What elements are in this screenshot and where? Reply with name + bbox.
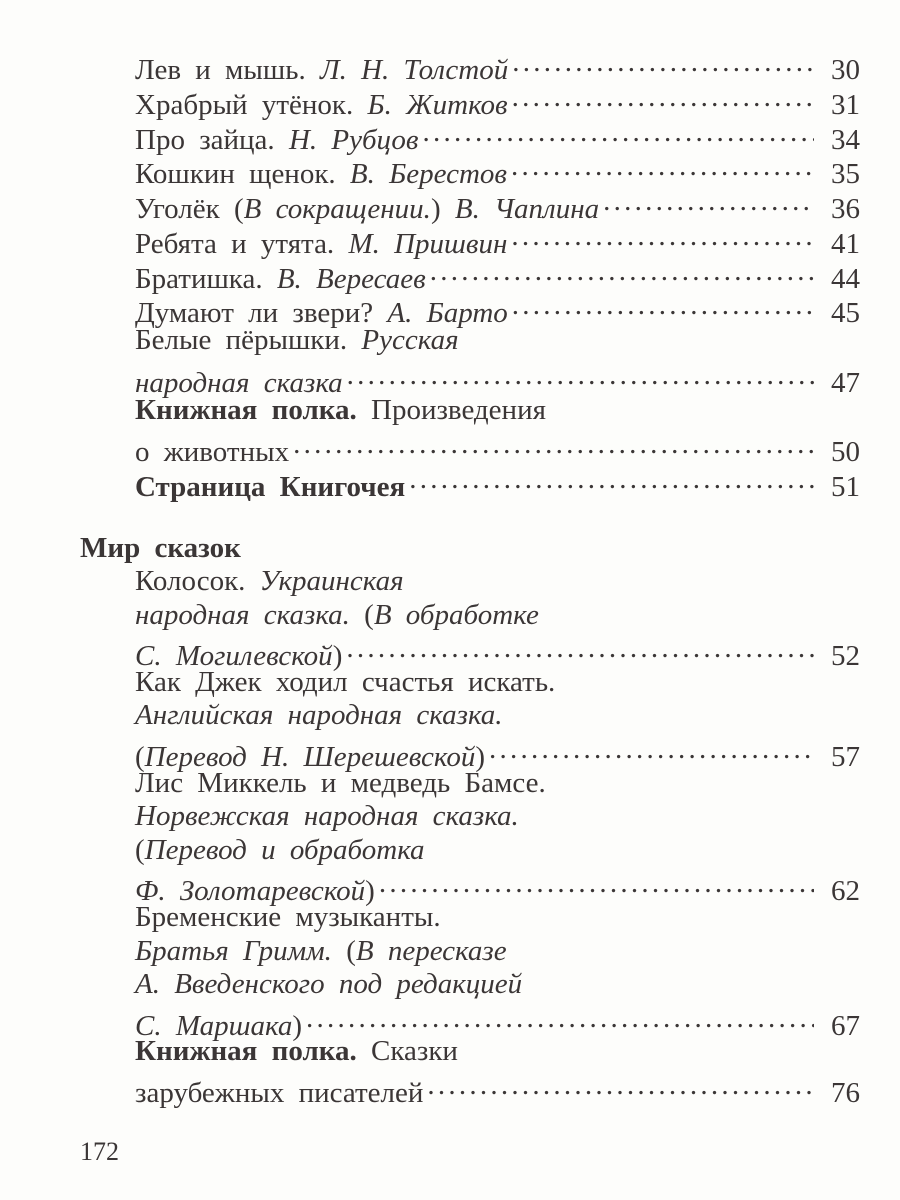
toc-entry-line (135, 967, 860, 1001)
entry-author: Перевод Н. Шерешевской (144, 741, 476, 773)
entry-title: о животных (135, 436, 290, 469)
entry-heading: Книжная полка. (135, 1035, 371, 1068)
toc-entry-line (135, 631, 860, 673)
dot-leader (409, 462, 814, 496)
toc-entry-line (135, 866, 860, 908)
toc-entry-line (135, 115, 860, 156)
entry-page-number: 45 (831, 297, 860, 330)
entry-title: Храбрый утёнок. (135, 88, 368, 121)
entry-page-number: 35 (831, 158, 860, 191)
entry-author: В. Берестов (349, 158, 508, 191)
entry-page-number: 67 (831, 1009, 860, 1042)
entry-page-number: 51 (831, 471, 860, 503)
dot-leader (512, 80, 814, 114)
entry-author: Братья Гримм. (135, 934, 347, 967)
toc-entry-line (135, 149, 860, 191)
entry-author: Перевод и обработка (144, 833, 425, 866)
entry-page-number: 52 (831, 640, 860, 673)
dot-leader (512, 45, 814, 79)
toc-entry-line (135, 1068, 860, 1109)
dot-leader (512, 288, 814, 322)
entry-author: В пересказе (355, 934, 507, 967)
entry-author: В обработке (373, 598, 539, 631)
dot-leader (430, 254, 814, 288)
toc-entry-line (135, 288, 860, 330)
dot-leader (511, 149, 814, 183)
toc-entry-line (135, 732, 860, 773)
toc-entry-line (135, 80, 860, 121)
dot-leader (306, 1001, 814, 1035)
entry-page-number: 41 (831, 227, 860, 260)
entry-title: Произведения (371, 393, 546, 426)
entry-title: Братишка. (135, 262, 277, 295)
section-title: Мир сказок (80, 532, 241, 564)
entry-title: ) (430, 193, 455, 225)
entry-title: зарубежных писателей (135, 1077, 424, 1109)
dot-leader (603, 184, 814, 218)
entry-author: Украинская (259, 565, 404, 597)
entry-heading: Страница Книгочея (135, 471, 406, 503)
entry-title: ( (135, 741, 145, 773)
toc-entry-line (135, 766, 860, 800)
toc-entry-line (135, 665, 860, 699)
toc-entry-line (135, 833, 860, 867)
dot-leader (489, 732, 814, 766)
entry-author: Английская народная сказка. (135, 699, 503, 732)
entry-author: Норвежская народная сказка. (135, 800, 519, 833)
entry-author: Л. Н. Толстой (319, 54, 509, 86)
entry-title: ) (332, 640, 343, 673)
entry-title: Лев и мышь. (135, 54, 320, 86)
toc-entry-line (135, 799, 860, 833)
entry-page-number: 34 (831, 123, 860, 156)
toc-entry-line (135, 184, 860, 225)
entry-page-number: 36 (831, 193, 860, 225)
dot-leader (293, 427, 814, 461)
entry-title: Как Джек ходил счастья искать. (135, 665, 556, 698)
entry-page-number: 30 (831, 54, 860, 86)
entry-author: народная сказка (135, 366, 343, 399)
entry-title: ) (365, 875, 375, 908)
entry-title: Колосок. (135, 565, 260, 597)
entry-title: ) (475, 741, 486, 773)
dot-leader (427, 1068, 814, 1102)
entry-heading: Книжная полка. (135, 393, 371, 426)
entry-title: Кошкин щенок. (135, 158, 350, 191)
toc-entry-line (135, 598, 860, 632)
toc-entry-line (135, 427, 860, 469)
toc-entry-line (135, 393, 860, 427)
entry-author: Б. Житков (367, 88, 508, 121)
entry-author: Русская (361, 324, 459, 356)
dot-leader (347, 358, 814, 392)
entry-author: А. Введенского под редакцией (135, 968, 523, 1001)
entry-author: В сокращении. (243, 193, 431, 225)
entry-author: С. Маршака (135, 1009, 293, 1042)
entry-title: Бременские музыканты. (135, 901, 441, 933)
entry-author: С. Могилевской (135, 640, 333, 673)
entry-author: В. Вересаев (276, 262, 426, 295)
dot-leader (379, 866, 814, 900)
entry-page-number: 62 (831, 875, 860, 908)
entry-author: народная сказка. (135, 598, 365, 631)
entry-title: Сказки (371, 1035, 458, 1068)
entry-title: Про зайца. (135, 123, 289, 156)
dot-leader (423, 115, 815, 149)
dot-leader (346, 631, 814, 665)
toc-entry-line (135, 219, 860, 260)
toc-entry-line (135, 358, 860, 399)
entry-page-number: 31 (831, 88, 860, 121)
toc-entry-line (135, 1001, 860, 1042)
entry-title: Думают ли звери? (135, 297, 388, 330)
entry-author: А. Барто (387, 297, 508, 330)
entry-title: Уголёк ( (135, 193, 244, 225)
toc-entry-line (135, 900, 860, 934)
entry-title: ) (292, 1009, 302, 1042)
toc-entry-line (135, 564, 860, 598)
entry-author: М. Пришвин (348, 227, 508, 260)
entry-author: Н. Рубцов (288, 123, 419, 156)
entry-title: Белые пёрышки. (135, 324, 362, 356)
entry-title: ( (135, 833, 145, 866)
page-number: 172 (80, 1137, 119, 1166)
entry-title: Лис Миккель и медведь Бамсе. (135, 766, 546, 799)
toc-entry-line (135, 462, 860, 503)
toc-entry-line (135, 934, 860, 968)
dot-leader (511, 219, 814, 253)
entry-author: В. Чаплина (454, 193, 600, 225)
entry-title: Ребята и утята. (135, 227, 349, 260)
entry-page-number: 47 (831, 366, 860, 399)
entry-title: ( (346, 934, 356, 967)
entry-title: ( (364, 598, 374, 631)
toc-entry-line (135, 323, 860, 357)
toc-entry-line (135, 254, 860, 295)
entry-page-number: 76 (831, 1077, 860, 1109)
entry-page-number: 57 (831, 741, 860, 773)
entry-page-number: 50 (831, 436, 860, 469)
toc-entry-line (135, 45, 860, 86)
toc-entry-line (135, 1034, 860, 1068)
entry-page-number: 44 (831, 262, 860, 295)
entry-author: Ф. Золотаревской (135, 875, 366, 908)
toc-entry-line (135, 698, 860, 732)
